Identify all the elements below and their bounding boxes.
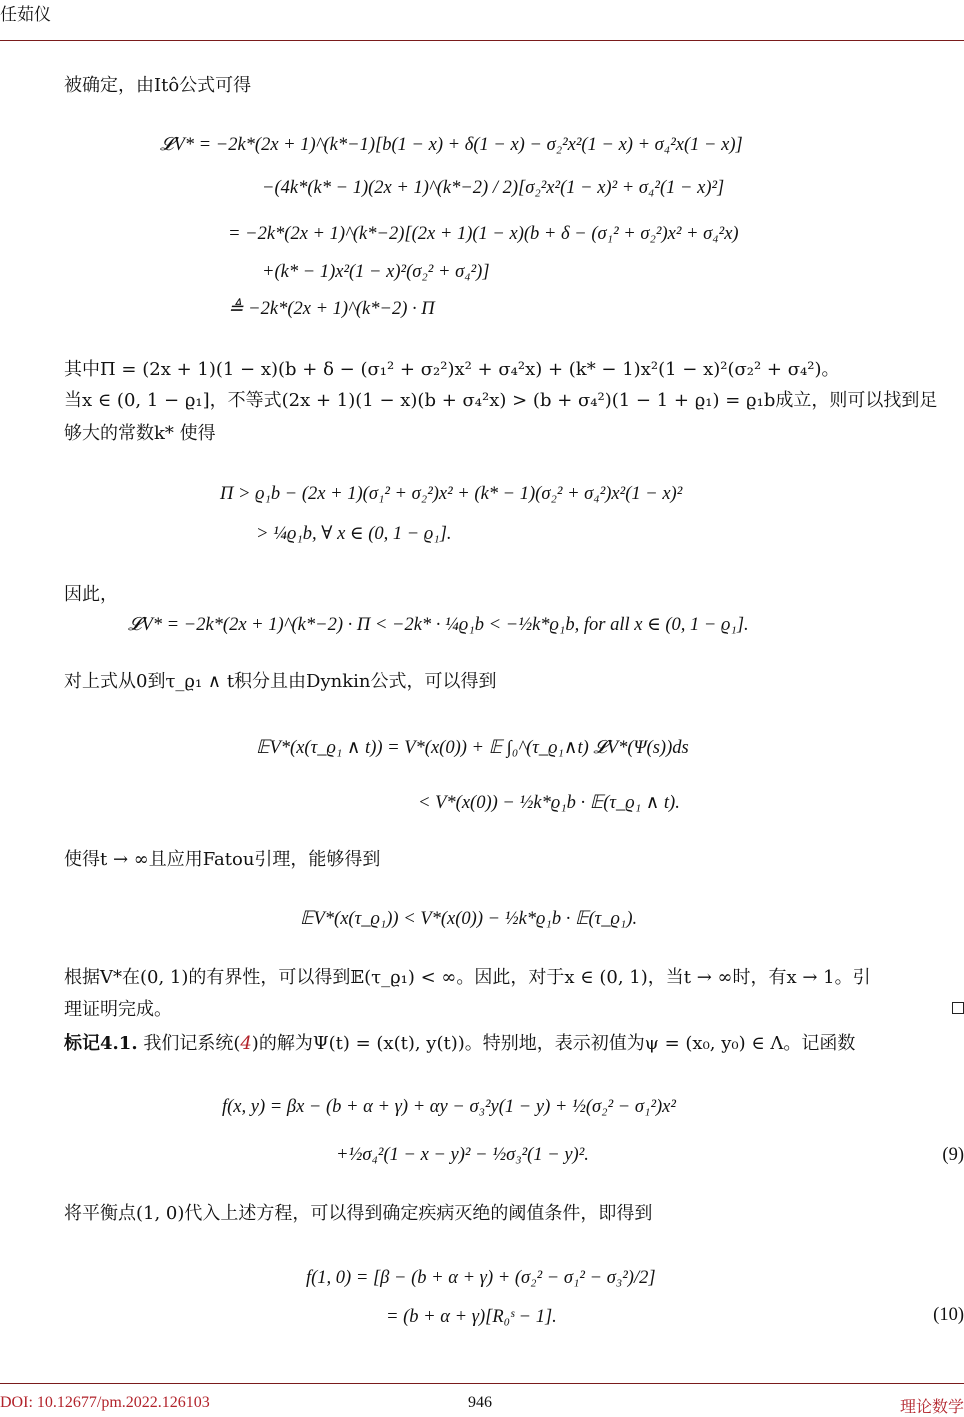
remark-4-1: [64, 1032, 855, 1056]
equation-fatou: 𝔼V*(x(τ_ϱ₁)) < V*(x(0)) − ½k*ϱ₁b · 𝔼(τ_ϱ₁).: [300, 909, 638, 929]
equation-pi-line2: > ¼ϱ₁b, ∀ x ∈ (0, 1 − ϱ₁].: [256, 524, 452, 544]
paragraph-proof-end: 理证明完成。: [64, 999, 172, 1020]
header-rule: [0, 40, 964, 41]
running-header-author: 任茹仪: [0, 5, 51, 25]
equation-lv-line1: 𝓛V* = −2k*(2x + 1)^(k*−1)[b(1 − x) + δ(1 − x) − σ₂²x²(1 − x) + σ₄²x(1 − x)]: [160, 135, 743, 155]
equation-dynkin-line2: < V*(x(0)) − ½k*ϱ₁b · 𝔼(τ_ϱ₁ ∧ t).: [418, 793, 680, 813]
remark-text-a: 我们记系统(: [137, 1033, 241, 1054]
equation-f-line2: +½σ₄²(1 − x − y)² − ½σ₃²(1 − y)².: [336, 1145, 589, 1165]
equation-f-line1: f(x, y) = βx − (b + α + γ) + αy − σ₃²y(1 − y) + ½(σ₂² − σ₁²)x²: [222, 1097, 676, 1117]
equation-lv-line2: −(4k*(k* − 1)(2x + 1)^(k*−2) / 2)[σ₂²x²(1 − x)² + σ₄²(1 − x)²]: [262, 178, 725, 198]
paragraph-boundedness: 根据V*在(0, 1)的有界性，可以得到𝔼(τ_ϱ₁) < ∞。因此，对于x ∈ (0, 1)，当t → ∞时，有x → 1。引: [64, 967, 871, 988]
paragraph-threshold: 将平衡点(1, 0)代入上述方程，可以得到确定疾病灭绝的阈值条件，即得到: [64, 1203, 653, 1224]
equation-lv-line4: +(k* − 1)x²(1 − x)²(σ₂² + σ₄²)]: [262, 262, 490, 282]
footer-journal-link[interactable]: 理论数学: [899, 1397, 964, 1416]
paragraph-ito: 被确定，由Itô公式可得: [64, 75, 252, 96]
paragraph-inequality: 当x ∈ (0, 1 − ϱ₁]，不等式(2x + 1)(1 − x)(b + σ₄²x) > (b + σ₄²)(1 − 1 + ϱ₁) = ϱ₁b成立，则可以找到足: [64, 390, 938, 411]
paragraph-constant-k: 够大的常数k* 使得: [64, 423, 216, 444]
paragraph-pi-def: 其中Π = (2x + 1)(1 − x)(b + δ − (σ₁² + σ₂²)x² + σ₄²x) + (k* − 1)x²(1 − x)²(σ₂² + σ₄²)。: [64, 359, 840, 380]
equation-pi-line1: Π > ϱ₁b − (2x + 1)(σ₁² + σ₂²)x² + (k* − 1)(σ₂² + σ₄²)x²(1 − x)²: [220, 484, 683, 504]
equation-f10-line1: f(1, 0) = [β − (b + α + γ) + (σ₂² − σ₁² − σ₃²)/2]: [306, 1268, 656, 1288]
remark-label: 标记4.1.: [64, 1033, 138, 1054]
equation-dynkin-line1: 𝔼V*(x(τ_ϱ₁ ∧ t)) = V*(x(0)) + 𝔼 ∫₀^(τ_ϱ₁∧t) 𝓛V*(Ψ(s))ds: [256, 738, 689, 758]
equation-lv-line5: ≜ −2k*(2x + 1)^(k*−2) · Π: [228, 299, 435, 319]
qed-symbol: [952, 1002, 964, 1014]
footer-rule: [0, 1383, 964, 1384]
footer-page-number: 946: [468, 1394, 492, 1411]
remark-text-b: )的解为Ψ(t) = (x(t), y(t))。特别地，表示初值为ψ = (x₀, y₀) ∈ Λ。记函数: [251, 1033, 856, 1054]
equation-reference-link[interactable]: 4: [240, 1033, 252, 1054]
footer-doi-link[interactable]: DOI: 10.12677/pm.2022.126103: [0, 1394, 210, 1411]
equation-number-10: (10): [933, 1305, 964, 1325]
equation-f10-line2: = (b + α + γ)[R₀ˢ − 1].: [386, 1307, 557, 1327]
paragraph-dynkin: 对上式从0到τ_ϱ₁ ∧ t积分且由Dynkin公式，可以得到: [64, 671, 497, 692]
paragraph-therefore: 因此，: [64, 584, 118, 605]
equation-lv-line3: = −2k*(2x + 1)^(k*−2)[(2x + 1)(1 − x)(b + δ − (σ₁² + σ₂²)x² + σ₄²x): [228, 224, 739, 244]
equation-lv-bound: 𝓛V* = −2k*(2x + 1)^(k*−2) · Π < −2k* · ¼ϱ₁b < −½k*ϱ₁b, for all x ∈ (0, 1 − ϱ₁].: [128, 615, 749, 635]
equation-number-9: (9): [942, 1145, 964, 1165]
paragraph-fatou: 使得t → ∞且应用Fatou引理，能够得到: [64, 849, 381, 870]
